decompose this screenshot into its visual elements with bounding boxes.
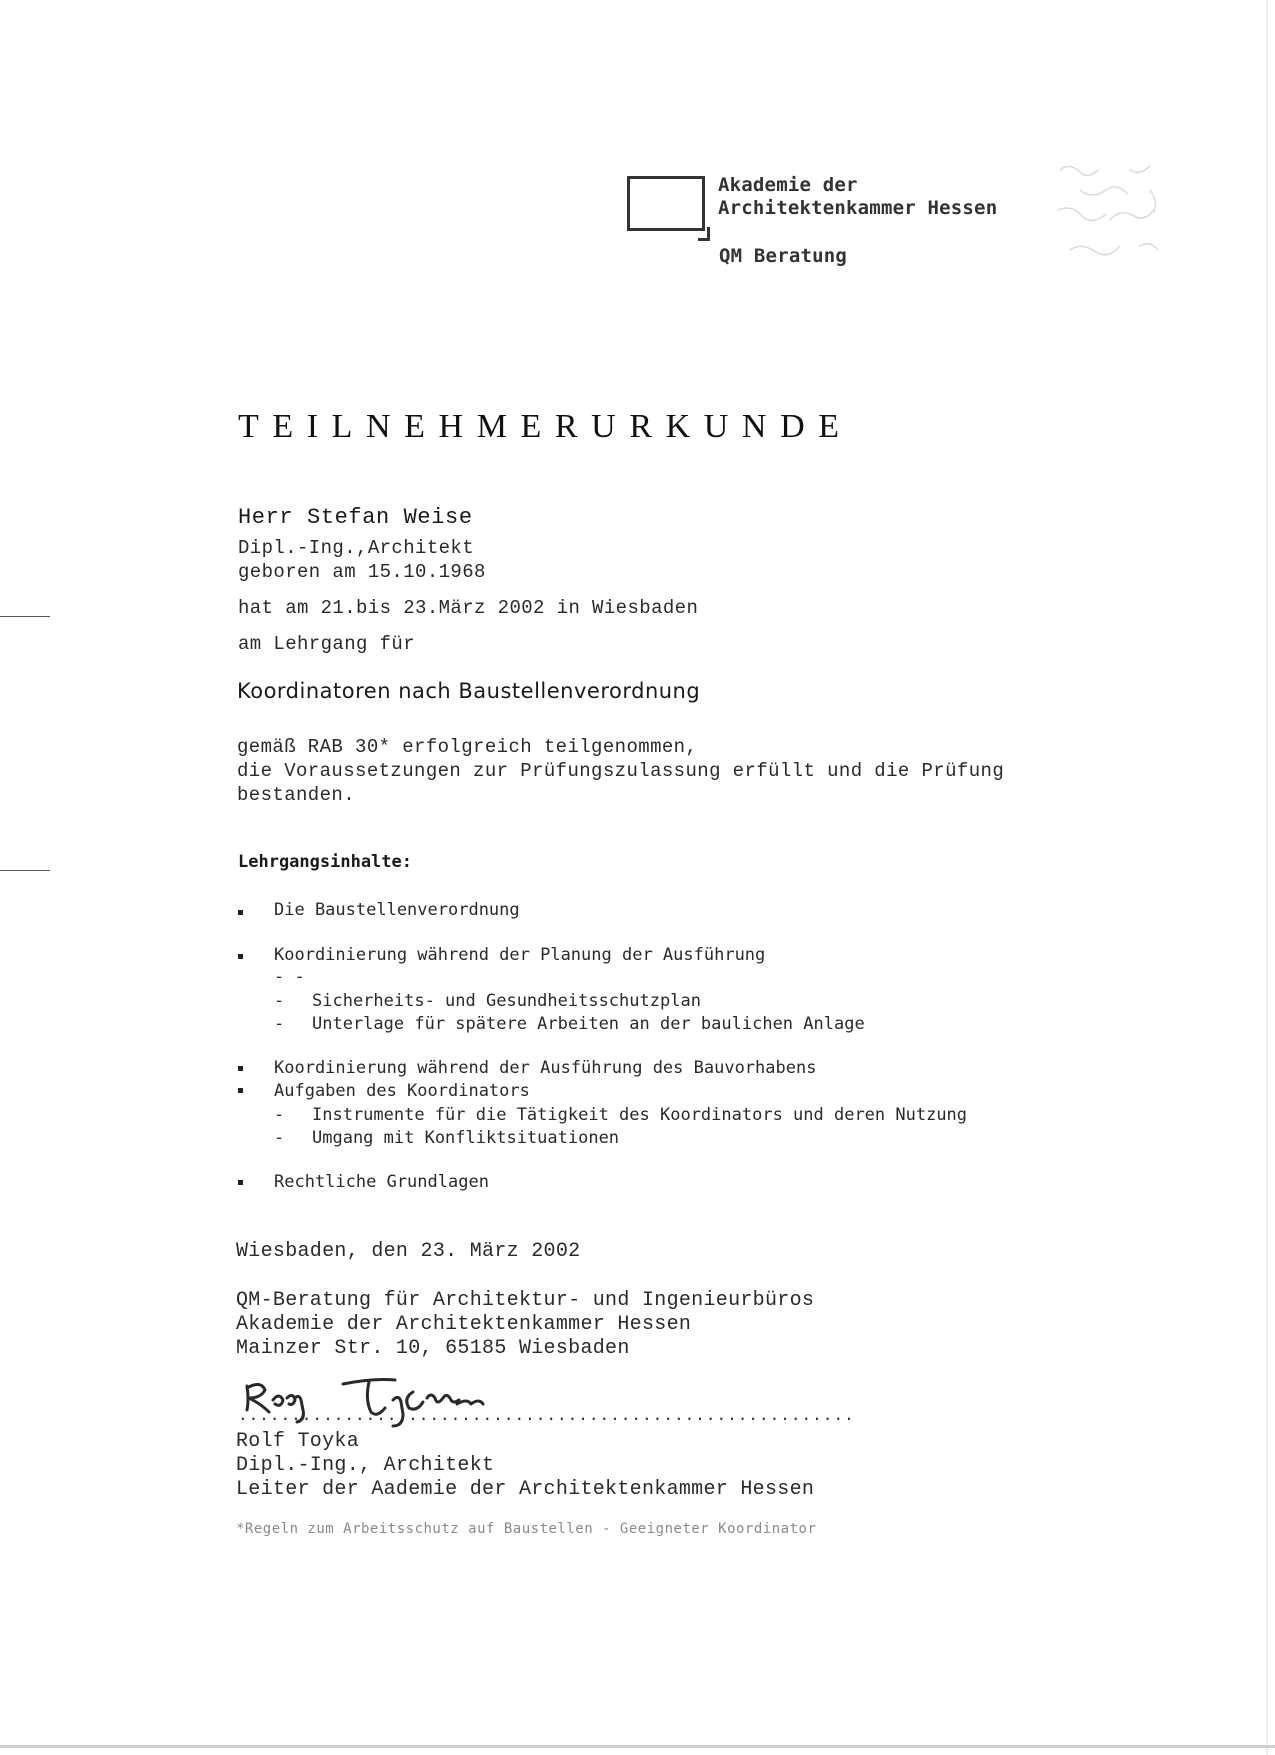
organization-line-1: QM-Beratung für Architektur- und Ingenieurbüros [236, 1289, 815, 1312]
result-line-1: gemäß RAB 30* erfolgreich teilgenommen, [237, 736, 698, 758]
signatory-degree: Dipl.-Ing., Architekt [236, 1454, 495, 1477]
contents-item-3: Koordinierung während der Ausführung des Bauvorhabens [274, 1058, 817, 1078]
organization-address: Mainzer Str. 10, 65185 Wiesbaden [236, 1337, 630, 1360]
bullet-icon [238, 954, 243, 959]
contents-item-2-sub-1: Sicherheits- und Gesundheitsschutzplan [312, 991, 701, 1011]
logo-line-1: Akademie der [718, 174, 858, 196]
footnote: *Regeln zum Arbeitsschutz auf Baustellen - Geeigneter Koordinator [236, 1521, 817, 1537]
dash-icon: - [274, 1128, 285, 1148]
contents-item-4-sub-2: Umgang mit Konfliktsituationen [312, 1128, 620, 1148]
academy-logo [627, 174, 1047, 274]
course-title: Koordinatoren nach Baustellenverordnung [237, 679, 701, 703]
contents-item-4: Aufgaben des Koordinators [274, 1081, 530, 1101]
fold-mark-upper [0, 616, 50, 617]
signature-line: .......................................................... [238, 1405, 855, 1424]
logo-corner-icon [698, 227, 710, 241]
participant-degree: Dipl.-Ing.,Architekt [238, 537, 475, 559]
attendance-line-1: hat am 21.bis 23.März 2002 in Wiesbaden [238, 597, 699, 619]
contents-item-5: Rechtliche Grundlagen [274, 1172, 489, 1192]
dash-icon: - [274, 1014, 285, 1034]
signatory-position: Leiter der Aademie der Architektenkammer Hessen [236, 1478, 815, 1501]
contents-heading: Lehrgangsinhalte: [238, 852, 412, 872]
logo-line-3: QM Beratung [719, 245, 848, 267]
attendance-line-2: am Lehrgang für [238, 633, 416, 655]
dash-icon: - [274, 991, 285, 1011]
contents-item-4-sub-1: Instrumente für die Tätigkeit des Koordinators und deren Nutzung [312, 1105, 968, 1125]
bullet-icon [238, 1180, 243, 1185]
contents-item-2-sub-2: Unterlage für spätere Arbeiten an der baulichen Anlage [312, 1014, 865, 1034]
fold-mark-lower [0, 870, 50, 871]
logo-frame-icon [627, 176, 705, 231]
dash-icon: - [274, 1105, 285, 1125]
bullet-icon [238, 1088, 243, 1093]
signatory-name: Rolf Toyka [236, 1430, 360, 1453]
scan-edge-right [1266, 0, 1268, 1755]
organization-line-2: Akademie der Architektenkammer Hessen [236, 1313, 692, 1336]
certificate-title: TEILNEHMERURKUNDE [238, 408, 853, 445]
contents-item-1: Die Baustellenverordnung [274, 900, 520, 920]
bullet-icon [238, 1066, 243, 1071]
contents-item-2-empty-sub: - - [274, 967, 305, 987]
participant-name: Herr Stefan Weise [238, 505, 473, 530]
bullet-icon [238, 910, 243, 915]
logo-line-2: Architektenkammer Hessen [718, 197, 998, 219]
result-line-2: die Voraussetzungen zur Prüfungszulassung erfüllt und die Prüfung [237, 760, 1005, 782]
contents-item-2: Koordinierung während der Planung der Ausführung [274, 945, 766, 965]
participant-birth: geboren am 15.10.1968 [238, 561, 486, 583]
place-date: Wiesbaden, den 23. März 2002 [236, 1240, 581, 1263]
result-line-3: bestanden. [237, 784, 356, 806]
embossed-seal-icon [1050, 150, 1180, 280]
scan-edge-bottom [0, 1745, 1275, 1748]
